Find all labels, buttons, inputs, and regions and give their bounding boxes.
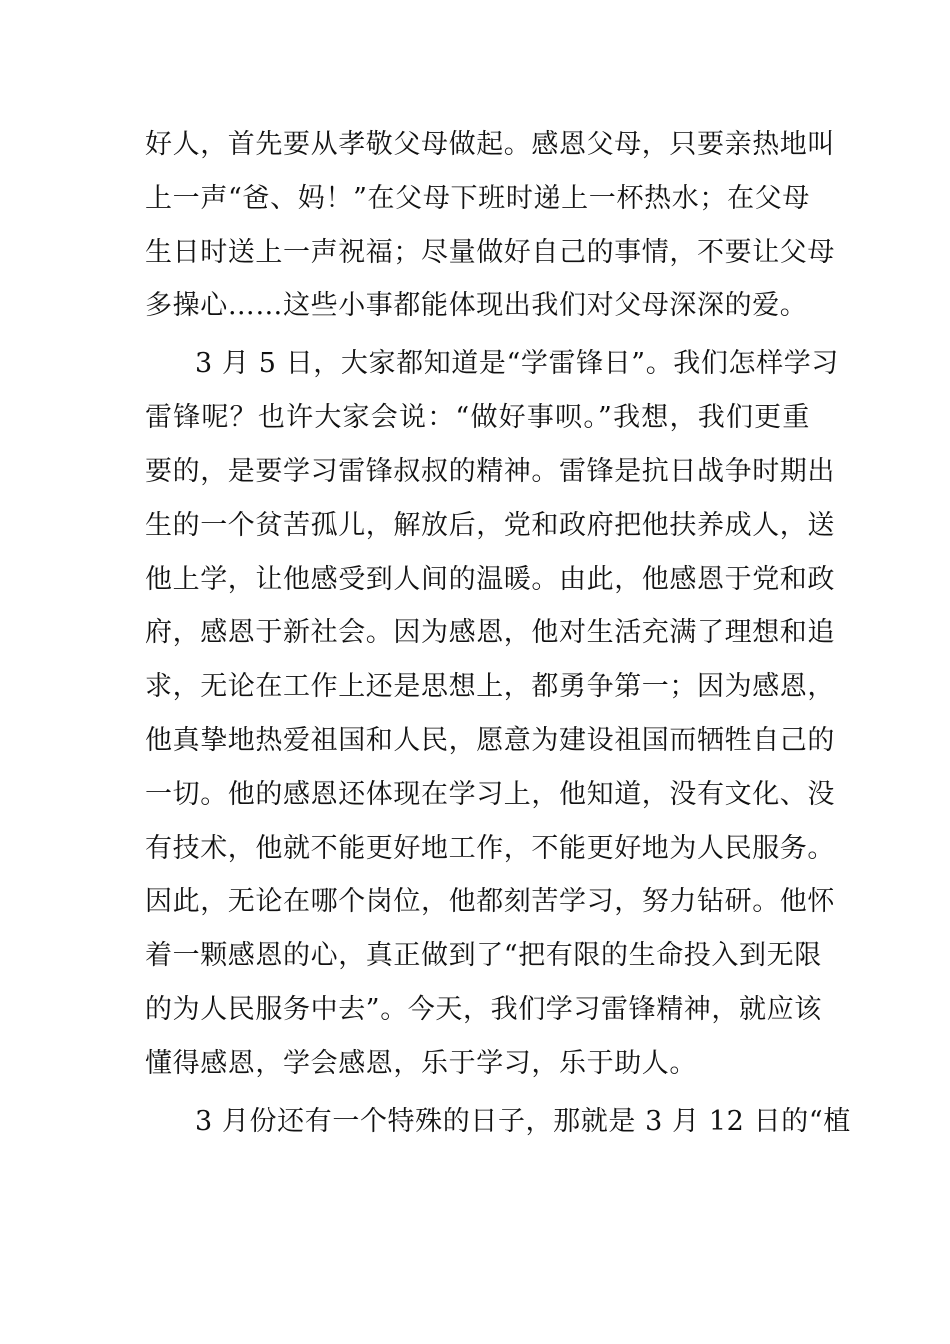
body-text — [145, 118, 851, 1149]
text-line: 的为人民服务中去”。今天，我们学习雷锋精神，就应该 — [145, 993, 822, 1025]
text-line: 懂得感恩，学会感恩，乐于学习，乐于助人。 — [145, 1047, 697, 1079]
text-line: 一切。他的感恩还体现在学习上，他知道，没有文化、没 — [145, 778, 835, 810]
text-line: 他上学，让他感受到人间的温暖。由此，他感恩于党和政 — [145, 563, 835, 595]
text-line: 着一颗感恩的心，真正做到了“把有限的生命投入到无限 — [145, 940, 822, 972]
text-line: 好人，首先要从孝敬父母做起。感恩父母，只要亲热地叫 — [145, 129, 835, 160]
text-line: 有技术，他就不能更好地工作，不能更好地为人民服务。 — [145, 832, 835, 864]
paragraph-start-line: 3 月 5 日，大家都知道是“学雷锋日”。我们怎样学习 — [195, 348, 839, 380]
text-line: 生的一个贫苦孤儿，解放后，党和政府把他扶养成人，送 — [145, 509, 835, 541]
text-line: 要的，是要学习雷锋叔叔的精神。雷锋是抗日战争时期出 — [145, 455, 835, 487]
text-line: 上一声“爸、妈！”在父母下班时递上一杯热水；在父母 — [145, 182, 810, 214]
paragraph-start-line: 3 月份还有一个特殊的日子，那就是 3 月 12 日的“植 — [195, 1105, 851, 1137]
text-line: 雷锋呢？也许大家会说：“做好事呗。”我想，我们更重 — [145, 402, 810, 434]
text-line: 因此，无论在哪个岗位，他都刻苦学习，努力钻研。他怀 — [145, 886, 835, 918]
text-line: 生日时送上一声祝福；尽量做好自己的事情，不要让父母 — [145, 236, 835, 268]
text-line: 府，感恩于新社会。因为感恩，他对生活充满了理想和追 — [145, 617, 835, 649]
text-line: 求，无论在工作上还是思想上，都勇争第一；因为感恩， — [145, 671, 835, 703]
text-line: 多操心……这些小事都能体现出我们对父母深深的爱。 — [145, 290, 808, 322]
text-line: 他真挚地热爱祖国和人民，愿意为建设祖国而牺牲自己的 — [145, 724, 835, 756]
